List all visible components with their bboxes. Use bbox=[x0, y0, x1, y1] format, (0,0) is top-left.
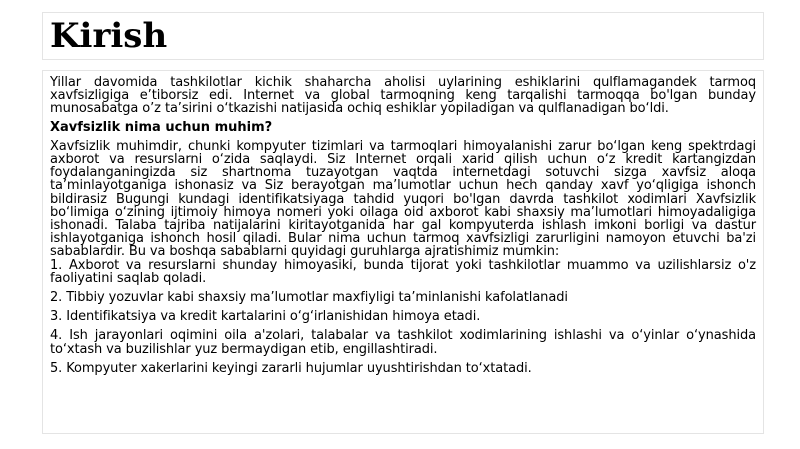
main-paragraph: Xavfsizlik muhimdir, chunki kompyuter tizimlari va tarmoqlari himoyalanishi zarur bo‘lgan keng spektrdagi axborot va resurslarni o‘zida saqlaydi. Siz Internet orqali xarid qilish uchun o‘z kredit kartangizdan foydalanganingizda siz shartnoma tuzayotgan vaqtda internetdagi sotuvchi sizga xavfsiz aloqa ta’minlayotganiga ishonasiz va Siz berayotgan ma’lumotlar uchun hech qanday xavf yo‘qligiga ishonch bildirasiz Bugungi kundagi identifikatsiyaga tahdid yuqori bo'lgan davrda tashkilot xodimlari Xavfsizlik bo‘limiga o‘zining ijtimoiy himoya nomeri yoki oilaga oid axborot kabi shaxsiy ma’lumotlari himoyadaligiga ishonadi. Talaba tajriba natijalarini kiritayotganida har gal kompyuterda ishlash imkoni borligi va dastur ishlayotganiga ishonch hosil qiladi. Bular nima uchun tarmoq xavfsizligi zarurligini namoyon etuvchi ba'zi sabablardir. Bu va boshqa sabablarni quyidagi guruhlarga ajratishimiz mumkin: bbox=[50, 138, 756, 260]
list-item: 5. Kompyuter xakerlarini keyingi zararli hujumlar uyushtirishdan to‘xtatadi. bbox=[50, 360, 532, 376]
title-placeholder bbox=[42, 12, 764, 60]
content-placeholder bbox=[42, 70, 764, 434]
list-item: 4. Ish jarayonlari oqimini oila a'zolari, talabalar va tashkilot xodimlarining ishlashi va o‘yinlar o‘ynashida to‘xtash va buzilishlar yuz bermaydigan etib, engillashtiradi. bbox=[50, 328, 756, 357]
slide-title: Kirish bbox=[50, 16, 168, 56]
section-heading: Xavfsizlik nima uchun muhim? bbox=[50, 119, 273, 135]
intro-paragraph: Yillar davomida tashkilotlar kichik shaharcha aholisi uylarining eshiklarini qulflamagandek tarmoq xavfsizligiga e’tiborsiz edi. Internet va global tarmoqning keng tarqalishi tarmoqqa bo'lgan bunday munosabatga o’z ta’sirini o‘tkazishi natijasida ochiq eshiklar yopiladigan va qulflanadigan bo‘ldi. bbox=[50, 75, 756, 117]
list-item: 3. Identifikatsiya va kredit kartalarini o‘g‘irlanishidan himoya etadi. bbox=[50, 309, 481, 325]
list-item: 2. Tibbiy yozuvlar kabi shaxsiy ma’lumotlar maxfiyligi ta’minlanishi kafolatlanadi bbox=[50, 290, 568, 306]
list-item: 1. Axborot va resurslarni shunday himoyasiki, bunda tijorat yoki tashkilotlar muammo va uzilishlarsiz o'z faoliyatini saqlab qoladi. bbox=[50, 257, 756, 286]
